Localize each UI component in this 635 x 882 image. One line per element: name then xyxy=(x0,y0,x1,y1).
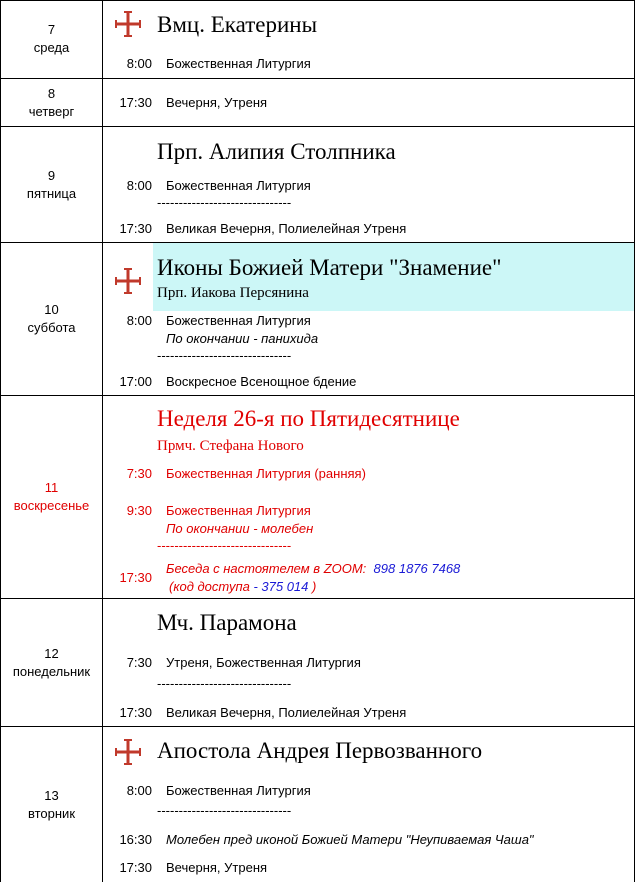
zoom-access-code: - 375 014 xyxy=(249,579,309,594)
zoom-code-label: (код доступа xyxy=(169,579,250,594)
day-cell xyxy=(1,787,102,823)
service-time: 17:30 xyxy=(119,570,152,585)
day-number: 11 xyxy=(44,480,59,495)
day-cell xyxy=(1,479,102,515)
service-time: 7:30 xyxy=(126,466,152,481)
service-time: 8:00 xyxy=(126,783,152,798)
day-cell xyxy=(1,301,102,337)
day-cell xyxy=(1,85,102,121)
day-weekday: понедельник xyxy=(12,664,91,679)
feast-subtitle: Прп. Иакова Персянина xyxy=(157,285,309,301)
service-note: Молебен пред иконой Божией Матери "Неупиваемая Чаша" xyxy=(166,832,534,847)
day-weekday: четверг xyxy=(28,104,75,119)
service-time: 17:30 xyxy=(119,705,152,720)
feast-title: Прп. Алипия Столпника xyxy=(157,139,396,164)
service-name: Божественная Литургия xyxy=(166,503,311,518)
day-number: 8 xyxy=(47,86,56,101)
dash-separator: ------------------------------- xyxy=(157,676,292,691)
service-name: Воскресное Всенощное бдение xyxy=(166,374,357,389)
feast-subtitle: Прмч. Стефана Нового xyxy=(157,438,304,454)
row-divider xyxy=(0,598,635,599)
service-name: Вечерня, Утреня xyxy=(166,860,268,875)
service-time: 7:30 xyxy=(126,655,152,670)
service-name: Божественная Литургия xyxy=(166,313,311,328)
row-divider xyxy=(0,395,635,396)
feast-cross-icon xyxy=(113,9,143,39)
service-name: Божественная Литургия xyxy=(166,178,311,193)
left-border xyxy=(0,0,1,882)
service-name: Вечерня, Утреня xyxy=(166,95,268,110)
service-time: 8:00 xyxy=(126,178,152,193)
service-name: Утреня, Божественная Литургия xyxy=(166,655,361,670)
dash-separator: ------------------------------- xyxy=(157,803,292,818)
row-divider xyxy=(0,78,635,79)
service-time: 17:30 xyxy=(119,860,152,875)
service-name: Божественная Литургия xyxy=(166,783,311,798)
day-number: 7 xyxy=(47,22,56,37)
service-name: Божественная Литургия xyxy=(166,56,311,71)
day-weekday: вторник xyxy=(27,806,76,821)
day-number: 13 xyxy=(44,788,59,803)
day-cell xyxy=(1,645,102,681)
service-time: 9:30 xyxy=(126,503,152,518)
zoom-talk-line xyxy=(166,561,460,576)
day-number: 9 xyxy=(47,168,56,183)
day-weekday: среда xyxy=(33,40,70,55)
zoom-meeting-id: 898 1876 7468 xyxy=(373,561,461,576)
feast-title: Апостола Андрея Первозванного xyxy=(157,738,483,763)
column-divider xyxy=(102,0,103,882)
service-name: Великая Вечерня, Полиелейная Утреня xyxy=(166,705,407,720)
service-time: 8:00 xyxy=(126,313,152,328)
feast-cross-icon xyxy=(113,266,143,296)
day-weekday: воскресенье xyxy=(13,498,90,513)
zoom-code-close: ) xyxy=(312,579,317,594)
feast-title: Мч. Парамона xyxy=(157,610,297,635)
service-time: 16:30 xyxy=(119,832,152,847)
dash-separator: ------------------------------- xyxy=(157,348,292,363)
dash-separator: ------------------------------- xyxy=(157,538,292,553)
feast-title: Вмц. Екатерины xyxy=(157,12,318,37)
day-cell xyxy=(1,167,102,203)
row-divider xyxy=(0,0,635,1)
service-time: 17:30 xyxy=(119,95,152,110)
row-divider xyxy=(0,726,635,727)
zoom-code-line xyxy=(169,579,316,594)
service-time: 17:30 xyxy=(119,221,152,236)
zoom-talk-label: Беседа с настоятелем в ZOOM: xyxy=(166,561,367,576)
service-time: 17:00 xyxy=(119,374,152,389)
service-note: По окончании - молебен xyxy=(166,521,314,536)
feast-cross-icon xyxy=(113,737,143,767)
service-time: 8:00 xyxy=(126,56,152,71)
feast-title: Неделя 26-я по Пятидесятнице xyxy=(157,406,460,431)
day-weekday: суббота xyxy=(27,320,76,335)
feast-title: Иконы Божией Матери "Знамение" xyxy=(157,255,502,280)
service-note: По окончании - панихида xyxy=(166,331,319,346)
day-cell xyxy=(1,21,102,57)
day-weekday: пятница xyxy=(26,186,77,201)
service-name: Божественная Литургия (ранняя) xyxy=(166,466,366,481)
dash-separator: ------------------------------- xyxy=(157,195,292,210)
service-name: Великая Вечерня, Полиелейная Утреня xyxy=(166,221,407,236)
day-number: 10 xyxy=(44,302,59,317)
day-number: 12 xyxy=(44,646,59,661)
row-divider xyxy=(0,126,635,127)
